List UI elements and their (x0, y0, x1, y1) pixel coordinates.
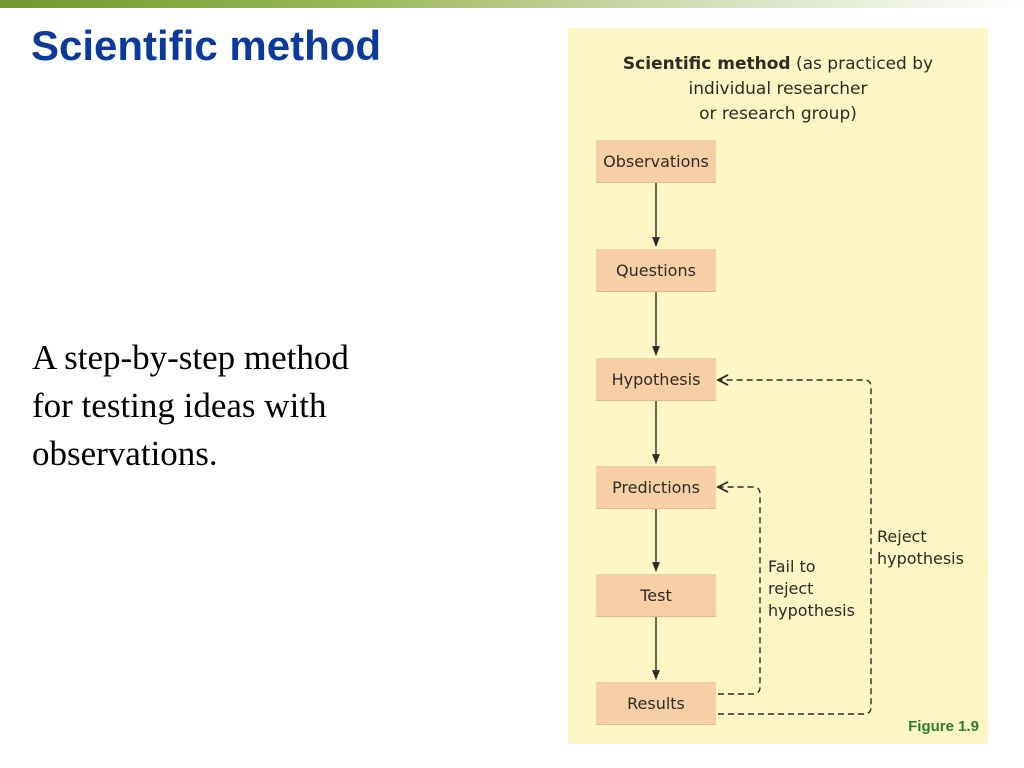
body-line-3: observations. (32, 434, 218, 473)
body-line-2: for testing ideas with (32, 386, 327, 425)
fail-line-1: Fail to (768, 557, 816, 576)
figure-panel (568, 28, 988, 744)
step-hypothesis: Hypothesis (596, 358, 716, 400)
step-questions: Questions (596, 249, 716, 291)
body-line-1: A step-by-step method (32, 338, 349, 377)
fail-line-2: reject (768, 579, 814, 598)
slide-title: Scientific method (31, 22, 382, 69)
loop-fail-to-reject (718, 487, 760, 694)
reject-line-2: hypothesis (877, 549, 964, 568)
loop-reject-hypothesis (718, 380, 871, 714)
reject-line-1: Reject (877, 527, 927, 546)
figure-title-rest: (as practiced by (790, 54, 934, 74)
label-fail-to-reject (768, 556, 855, 622)
figure-title-line-2: individual researcher (688, 79, 868, 99)
step-observations: Observations (596, 140, 716, 182)
label-reject-hypothesis (877, 526, 964, 570)
figure-number: Figure 1.9 (908, 718, 979, 735)
step-predictions: Predictions (596, 466, 716, 508)
figure-title-line-3: or research group) (699, 104, 857, 124)
step-results: Results (596, 682, 716, 724)
slide-body-text (32, 334, 412, 478)
figure-title-bold: Scientific method (622, 54, 791, 74)
top-accent-bar (0, 0, 1024, 8)
fail-line-3: hypothesis (768, 601, 855, 620)
step-test: Test (596, 574, 716, 616)
